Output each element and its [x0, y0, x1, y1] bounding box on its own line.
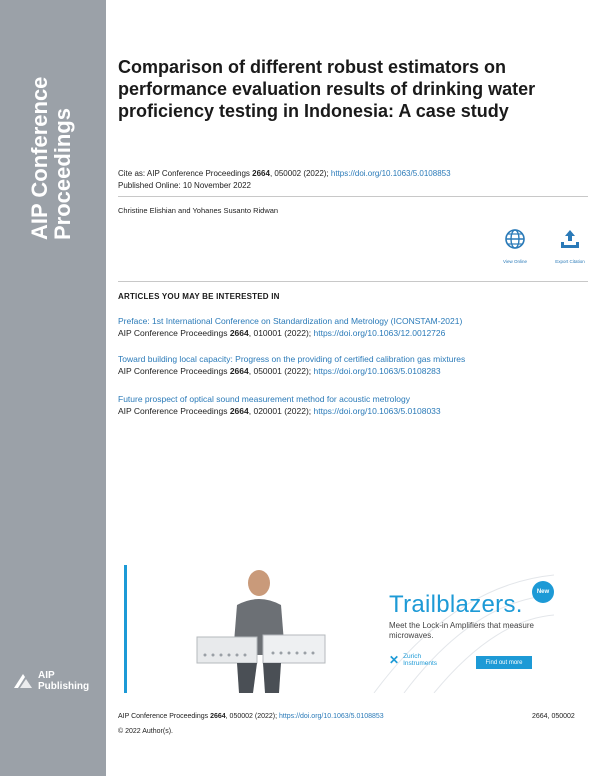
divider: [118, 196, 588, 197]
ref-volume: 2664: [229, 366, 249, 376]
globe-icon: [504, 228, 526, 250]
ref-doi-link[interactable]: https://doi.org/10.1063/5.0108033: [313, 406, 441, 416]
advertisement-banner[interactable]: [124, 565, 554, 693]
published-date: Published Online: 10 November 2022: [118, 181, 251, 190]
cite-label: Cite as: AIP Conference Proceedings: [118, 169, 253, 178]
sidebar: [0, 0, 106, 776]
copyright: © 2022 Author(s).: [118, 728, 173, 735]
related-article-ref: [118, 327, 588, 339]
journal-title-line2: Proceedings: [50, 107, 75, 240]
ad-headline: Trailblazers.: [389, 591, 523, 618]
related-article: [118, 353, 588, 377]
publisher-line1: AIP: [38, 670, 55, 681]
related-article: [118, 393, 588, 417]
ad-person-with-instruments-image: [177, 565, 347, 693]
related-article-title[interactable]: Preface: 1st International Conference on Standardization and Metrology (ICONSTAM-2021): [118, 316, 463, 326]
footer-volume: 2664: [210, 713, 226, 720]
zurich-instruments-logo: [389, 653, 437, 667]
footer-ref-prefix: AIP Conference Proceedings: [118, 713, 211, 720]
new-badge: New: [532, 581, 554, 603]
cite-doi-link[interactable]: https://doi.org/10.1063/5.0108853: [330, 169, 451, 178]
brand-line2: Instruments: [403, 660, 438, 667]
zurich-logo-icon: ✕: [389, 653, 400, 667]
ref-rest: , 010001 (2022);: [248, 328, 314, 338]
ref-volume: 2664: [229, 406, 249, 416]
journal-title: [27, 40, 93, 240]
page-number: 2664, 050002: [532, 713, 575, 720]
brand-line1: Zurich: [403, 653, 422, 660]
ref-doi-link[interactable]: https://doi.org/10.1063/12.0012726: [313, 328, 446, 338]
related-article-ref: [118, 365, 588, 377]
ref-doi-link[interactable]: https://doi.org/10.1063/5.0108283: [313, 366, 441, 376]
footer-citation: [118, 713, 384, 720]
article-title: Comparison of different robust estimators on performance evaluation results of drinking water proficiency testing in Indonesia: A case study: [118, 57, 536, 121]
ref-volume: 2664: [229, 328, 249, 338]
ad-subtext: Meet the Lock-in Amplifiers that measure microwaves.: [389, 621, 534, 640]
ref-prefix: AIP Conference Proceedings: [118, 366, 230, 376]
view-online-button[interactable]: [495, 228, 535, 264]
ref-rest: , 020001 (2022);: [248, 406, 314, 416]
aip-publishing-logo[interactable]: [12, 670, 89, 692]
publisher-line2: Publishing: [38, 681, 90, 692]
footer-ref-rest: , 050002 (2022);: [225, 713, 279, 720]
cite-rest: , 050002 (2022);: [269, 169, 331, 178]
related-article-title[interactable]: Toward building local capacity: Progress on the providing of certified calibration gas mixtures: [118, 354, 466, 364]
export-citation-button[interactable]: [550, 228, 590, 264]
citation-line: [118, 168, 451, 179]
journal-title-line1: AIP Conference: [27, 76, 52, 240]
authors: Christine Elishian and Yohanes Susanto Ridwan: [118, 206, 279, 215]
export-icon: [559, 228, 581, 250]
view-online-label: View Online: [503, 259, 527, 264]
related-article-title[interactable]: Future prospect of optical sound measurement method for acoustic metrology: [118, 394, 410, 404]
related-article: [118, 315, 588, 339]
related-articles-heading: ARTICLES YOU MAY BE INTERESTED IN: [118, 292, 280, 301]
export-citation-label: Export Citation: [555, 259, 585, 264]
related-article-ref: [118, 405, 588, 417]
cite-volume: 2664: [252, 169, 270, 178]
ref-prefix: AIP Conference Proceedings: [118, 328, 230, 338]
find-out-more-button[interactable]: Find out more: [476, 656, 532, 669]
ref-prefix: AIP Conference Proceedings: [118, 406, 230, 416]
divider: [118, 281, 588, 282]
ref-rest: , 050001 (2022);: [248, 366, 314, 376]
footer-doi-link[interactable]: https://doi.org/10.1063/5.0108853: [279, 713, 384, 720]
aip-logo-icon: [12, 670, 34, 692]
